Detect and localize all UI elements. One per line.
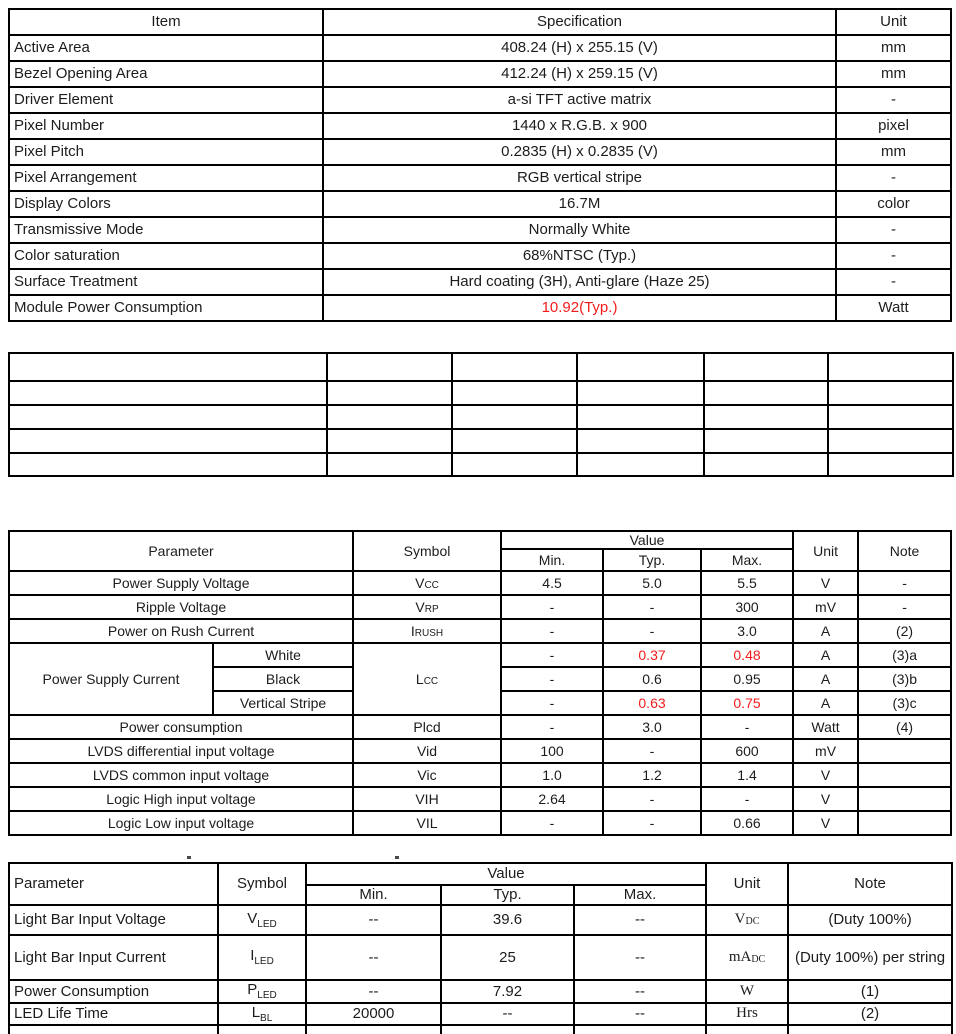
col-header-unit: Unit (706, 863, 788, 905)
col-header-typ: Typ. (441, 885, 574, 905)
cell-unit: pixel (836, 113, 951, 139)
col-header-parameter: Parameter (9, 531, 353, 571)
empty-cell (452, 381, 577, 405)
empty-cell (828, 381, 953, 405)
empty-cell (577, 353, 704, 381)
table-header-row (9, 863, 952, 885)
empty-cell (9, 453, 327, 476)
cell-max: 0.95 (701, 667, 793, 691)
table-header-row (9, 531, 951, 549)
cell-min: - (501, 691, 603, 715)
cell-symbol: VIH (353, 787, 501, 811)
table-row (9, 61, 951, 87)
cell-spec: 408.24 (H) x 255.15 (V) (323, 35, 836, 61)
cell-min: 100 (501, 739, 603, 763)
table-row (9, 643, 951, 667)
table-row (9, 905, 952, 935)
table-row (9, 980, 952, 1003)
cell-parameter: Power consumption (9, 715, 353, 739)
cell-typ: 0.6 (603, 667, 701, 691)
table-row (9, 715, 951, 739)
cell-spec: Hard coating (3H), Anti-glare (Haze 25) (323, 269, 836, 295)
cell-typ: 0.63 (603, 691, 701, 715)
empty-cell (327, 381, 452, 405)
cell-unit: V (793, 571, 858, 595)
cell-min: - (501, 715, 603, 739)
cell-typ: - (603, 739, 701, 763)
cell-item: Color saturation (9, 243, 323, 269)
col-header-max: Max. (701, 549, 793, 571)
empty-cell (577, 405, 704, 429)
col-header-unit: Unit (793, 531, 858, 571)
cell-max: 300 (701, 595, 793, 619)
cell-unit: mV (793, 739, 858, 763)
col-header-max: Max. (574, 885, 706, 905)
col-header-min: Min. (306, 885, 441, 905)
cell-parameter: Power Supply Voltage (9, 571, 353, 595)
cell-note: (2) (858, 619, 951, 643)
empty-cell (828, 453, 953, 476)
col-header-specification: Specification (323, 9, 836, 35)
table-row (9, 619, 951, 643)
cell-note: - (858, 595, 951, 619)
empty-cell (577, 381, 704, 405)
cell-max: 0.75 (701, 691, 793, 715)
cell-note (858, 763, 951, 787)
col-header-value: Value (501, 531, 793, 549)
empty-row (9, 405, 953, 429)
cell-min: -- (306, 935, 441, 980)
table-row (9, 243, 951, 269)
empty-cell (788, 1025, 952, 1034)
cell-note: (Duty 100%) per string (788, 935, 952, 980)
cell-max: 3.0 (701, 619, 793, 643)
table-row (9, 295, 951, 321)
cell-parameter: Light Bar Input Voltage (9, 905, 218, 935)
cell-symbol: $L_{BL}$ (218, 1003, 306, 1026)
table-row (9, 139, 951, 165)
cell-symbol: VRP (353, 595, 501, 619)
cell-item: Driver Element (9, 87, 323, 113)
empty-cell (306, 1025, 441, 1034)
empty-cell (327, 453, 452, 476)
cell-item: Module Power Consumption (9, 295, 323, 321)
cell-spec-power-consumption: 10.92(Typ.) (323, 295, 836, 321)
cell-unit: Watt (793, 715, 858, 739)
cell-max: -- (574, 935, 706, 980)
empty-cell (452, 405, 577, 429)
cell-unit: mADC (706, 935, 788, 980)
cell-symbol: Plcd (353, 715, 501, 739)
cell-item: Pixel Pitch (9, 139, 323, 165)
cell-spec: 16.7M (323, 191, 836, 217)
cell-symbol: $P_{LED}$ (218, 980, 306, 1003)
cell-note: (3)c (858, 691, 951, 715)
empty-cell (574, 1025, 706, 1034)
cell-unit: VDC (706, 905, 788, 935)
cell-note: (Duty 100%) (788, 905, 952, 935)
table-row (9, 217, 951, 243)
cell-parameter-group: Power Supply Current (9, 643, 213, 715)
cell-parameter: LED Life Time (9, 1003, 218, 1026)
backlight-table-clip (8, 862, 956, 1034)
empty-cell (327, 405, 452, 429)
cell-unit: - (836, 243, 951, 269)
empty-cell (9, 381, 327, 405)
empty-row (9, 453, 953, 476)
cell-max: -- (574, 905, 706, 935)
empty-cell (704, 429, 828, 453)
empty-cell (706, 1025, 788, 1034)
col-header-unit: Unit (836, 9, 951, 35)
cell-typ: 25 (441, 935, 574, 980)
col-header-symbol: Symbol (353, 531, 501, 571)
cell-max: - (701, 715, 793, 739)
cell-typ: 5.0 (603, 571, 701, 595)
cell-parameter: Logic Low input voltage (9, 811, 353, 835)
cell-symbol: VCC (353, 571, 501, 595)
cell-sub-parameter: Vertical Stripe (213, 691, 353, 715)
cell-sub-parameter: White (213, 643, 353, 667)
cell-symbol: LCC (353, 643, 501, 715)
cell-max: -- (574, 980, 706, 1003)
cell-item: Pixel Number (9, 113, 323, 139)
empty-cell (704, 353, 828, 381)
cell-symbol: Vid (353, 739, 501, 763)
cell-note: (3)b (858, 667, 951, 691)
cell-typ: - (603, 811, 701, 835)
table-row (9, 935, 952, 980)
cell-min: -- (306, 980, 441, 1003)
table-row (9, 165, 951, 191)
cell-unit: A (793, 667, 858, 691)
cell-min: 20000 (306, 1003, 441, 1026)
empty-cell (452, 453, 577, 476)
table-row (9, 1003, 952, 1026)
cell-unit: color (836, 191, 951, 217)
table-row (9, 571, 951, 595)
cell-min: 1.0 (501, 763, 603, 787)
electrical-characteristics-table (8, 530, 952, 836)
cell-item: Display Colors (9, 191, 323, 217)
cell-spec: 412.24 (H) x 259.15 (V) (323, 61, 836, 87)
col-header-parameter: Parameter (9, 863, 218, 905)
cell-min: - (501, 667, 603, 691)
empty-cell (828, 429, 953, 453)
cell-spec: 1440 x R.G.B. x 900 (323, 113, 836, 139)
table-row (9, 763, 951, 787)
cell-spec: 68%NTSC (Typ.) (323, 243, 836, 269)
cell-unit: V (793, 811, 858, 835)
table-header-row (9, 9, 951, 35)
cell-parameter: Ripple Voltage (9, 595, 353, 619)
artifact-dot (395, 856, 399, 859)
cell-parameter: Power Consumption (9, 980, 218, 1003)
cell-parameter: Logic High input voltage (9, 787, 353, 811)
cell-unit: mV (793, 595, 858, 619)
cell-min: -- (306, 905, 441, 935)
cell-unit: A (793, 643, 858, 667)
cell-symbol: Vic (353, 763, 501, 787)
backlight-table (8, 862, 953, 1034)
cell-note: (2) (788, 1003, 952, 1026)
cell-unit: mm (836, 139, 951, 165)
cell-item: Bezel Opening Area (9, 61, 323, 87)
cell-unit: - (836, 87, 951, 113)
col-header-min: Min. (501, 549, 603, 571)
cell-symbol: $I_{LED}$ (218, 935, 306, 980)
empty-cell (577, 429, 704, 453)
cell-unit: mm (836, 35, 951, 61)
table-row (9, 191, 951, 217)
cell-spec: RGB vertical stripe (323, 165, 836, 191)
empty-cell (452, 429, 577, 453)
cell-typ: 7.92 (441, 980, 574, 1003)
empty-cell (327, 353, 452, 381)
cell-note (858, 811, 951, 835)
cell-max: - (701, 787, 793, 811)
cell-note (858, 739, 951, 763)
cell-typ: 3.0 (603, 715, 701, 739)
table-row (9, 269, 951, 295)
artifact-dot (187, 856, 191, 859)
general-spec-table (8, 8, 952, 322)
cell-typ: -- (441, 1003, 574, 1026)
cell-unit: - (836, 269, 951, 295)
empty-cell (704, 381, 828, 405)
cell-parameter: Power on Rush Current (9, 619, 353, 643)
cell-unit: A (793, 619, 858, 643)
table-row (9, 787, 951, 811)
col-header-note: Note (788, 863, 952, 905)
cell-item: Transmissive Mode (9, 217, 323, 243)
cell-max: -- (574, 1003, 706, 1026)
empty-cell (704, 453, 828, 476)
cell-unit: - (836, 217, 951, 243)
empty-cell (577, 453, 704, 476)
cell-symbol: $V_{LED}$ (218, 905, 306, 935)
table-row (9, 113, 951, 139)
cell-note (858, 787, 951, 811)
col-header-note: Note (858, 531, 951, 571)
cell-min: - (501, 643, 603, 667)
col-header-typ: Typ. (603, 549, 701, 571)
empty-cell (828, 353, 953, 381)
empty-cell (452, 353, 577, 381)
empty-cell (9, 405, 327, 429)
table-row (9, 87, 951, 113)
cell-typ: - (603, 787, 701, 811)
cell-note: (3)a (858, 643, 951, 667)
empty-cell (9, 429, 327, 453)
cell-parameter: Light Bar Input Current (9, 935, 218, 980)
col-header-symbol: Symbol (218, 863, 306, 905)
col-header-value: Value (306, 863, 706, 885)
cell-unit: V (793, 787, 858, 811)
empty-row (9, 353, 953, 381)
table-row (9, 35, 951, 61)
empty-cell (327, 429, 452, 453)
cell-note: (1) (788, 980, 952, 1003)
cell-unit: A (793, 691, 858, 715)
cell-symbol: VIL (353, 811, 501, 835)
cell-max: 5.5 (701, 571, 793, 595)
table-row (9, 811, 951, 835)
cell-spec: a-si TFT active matrix (323, 87, 836, 113)
empty-cell (9, 353, 327, 381)
empty-cell (9, 1025, 218, 1034)
cell-note: (4) (858, 715, 951, 739)
col-header-item: Item (9, 9, 323, 35)
cell-min: - (501, 595, 603, 619)
cell-typ: 0.37 (603, 643, 701, 667)
cell-unit: - (836, 165, 951, 191)
cell-max: 0.66 (701, 811, 793, 835)
table-row (9, 739, 951, 763)
cell-note: - (858, 571, 951, 595)
cell-typ: - (603, 619, 701, 643)
cell-unit: V (793, 763, 858, 787)
cell-item: Surface Treatment (9, 269, 323, 295)
cell-parameter: LVDS differential input voltage (9, 739, 353, 763)
cell-min: - (501, 811, 603, 835)
cell-spec: Normally White (323, 217, 836, 243)
empty-cell (441, 1025, 574, 1034)
empty-row (9, 429, 953, 453)
cell-unit: mm (836, 61, 951, 87)
cell-typ: - (603, 595, 701, 619)
table-row (9, 595, 951, 619)
cell-min: 2.64 (501, 787, 603, 811)
empty-cell (828, 405, 953, 429)
cell-unit: Hrs (706, 1003, 788, 1026)
empty-cell (704, 405, 828, 429)
cell-max: 600 (701, 739, 793, 763)
cell-typ: 1.2 (603, 763, 701, 787)
empty-cell (218, 1025, 306, 1034)
cell-spec: 0.2835 (H) x 0.2835 (V) (323, 139, 836, 165)
cell-unit: W (706, 980, 788, 1003)
empty-row (9, 381, 953, 405)
cell-max: 1.4 (701, 763, 793, 787)
cell-parameter: LVDS common input voltage (9, 763, 353, 787)
cell-item: Pixel Arrangement (9, 165, 323, 191)
cell-typ: 39.6 (441, 905, 574, 935)
cell-sub-parameter: Black (213, 667, 353, 691)
cell-unit: Watt (836, 295, 951, 321)
cell-min: 4.5 (501, 571, 603, 595)
cell-symbol: IRUSH (353, 619, 501, 643)
cell-item: Active Area (9, 35, 323, 61)
cutoff-row (9, 1025, 952, 1034)
empty-table (8, 352, 954, 477)
cell-min: - (501, 619, 603, 643)
cell-max: 0.48 (701, 643, 793, 667)
